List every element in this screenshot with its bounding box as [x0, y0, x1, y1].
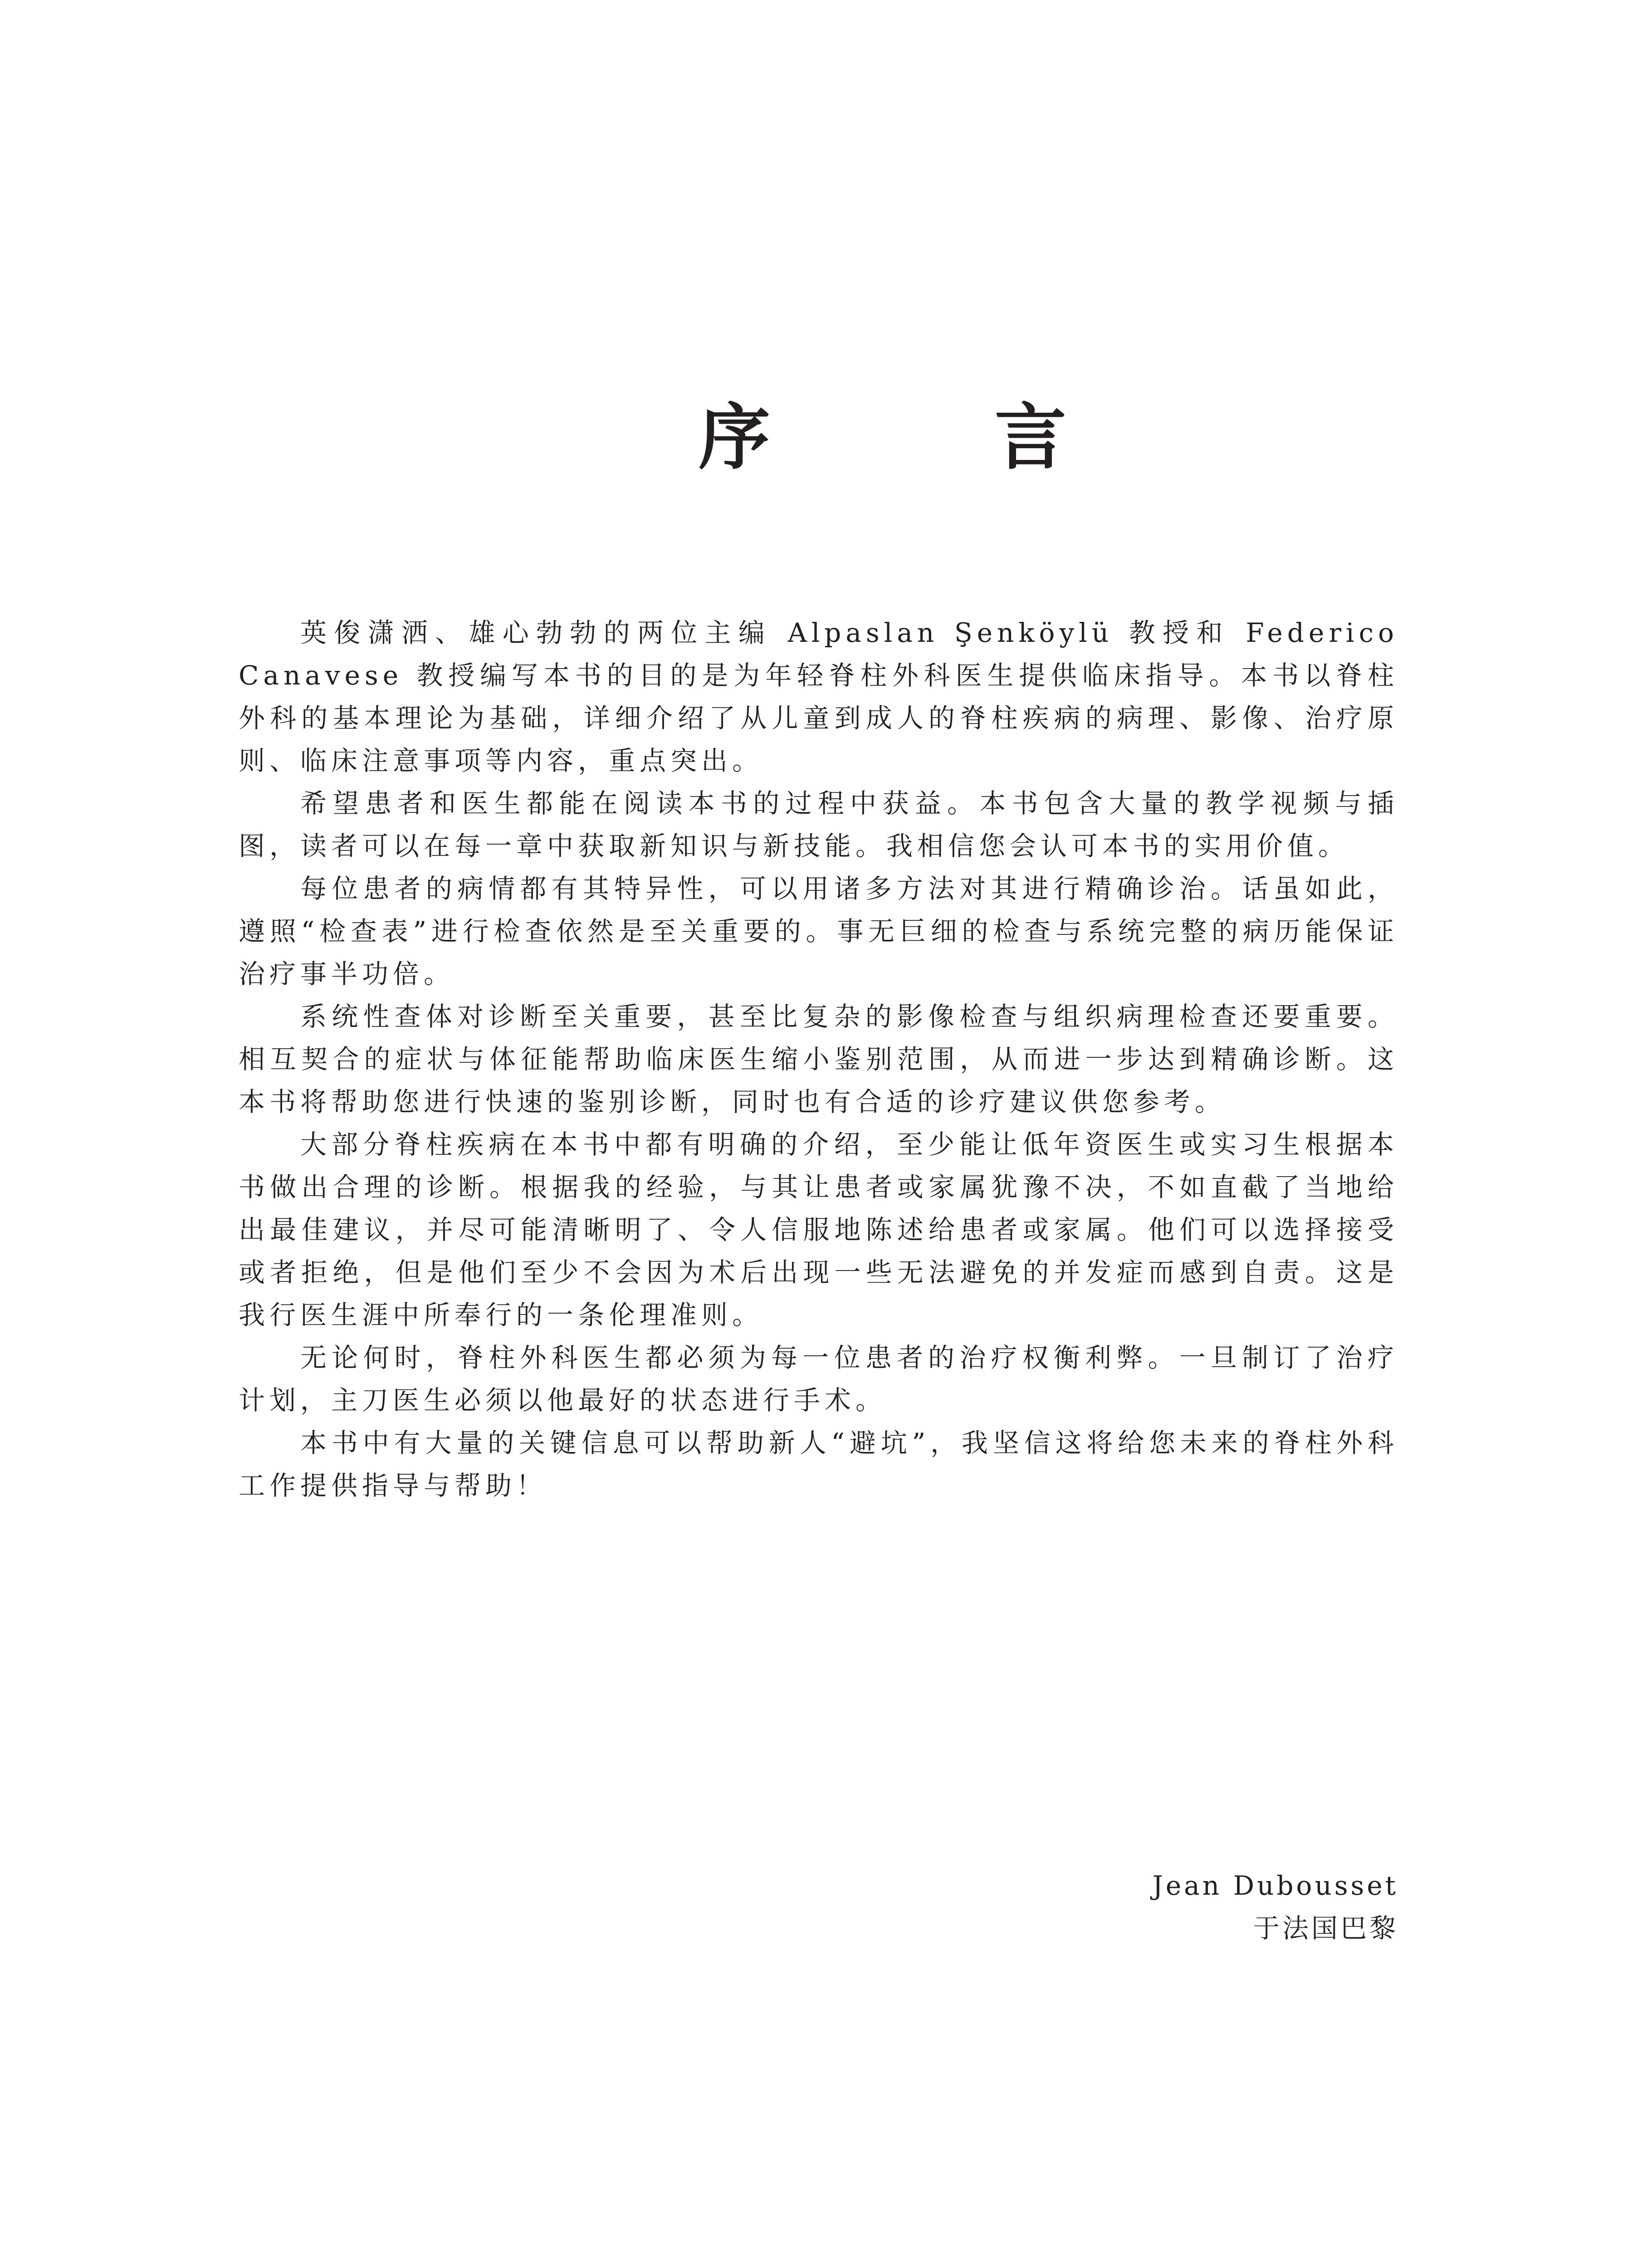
paragraph-2: 希望患者和医生都能在阅读本书的过程中获益。本书包含大量的教学视频与插图，读者可以在每一章中获取新知识与新技能。我相信您会认可本书的实用价值。 — [239, 788, 1398, 861]
page-title: 序 言 — [699, 396, 1167, 479]
author-name: Jean Dubousset — [1152, 1870, 1398, 1901]
paragraph-4: 系统性查体对诊断至关重要，甚至比复杂的影像检查与组织病理检查还要重要。相互契合的症状与体征能帮助临床医生缩小鉴别范围，从而进一步达到精确诊断。这本书将帮助您进行快速的鉴别诊断，同时也有合适的诊疗建议供您参考。 — [239, 1001, 1398, 1117]
paragraph-6: 无论何时，脊柱外科医生都必须为每一位患者的治疗权衡利弊。一旦制订了治疗计划，主刀医生必须以他最好的状态进行手术。 — [239, 1342, 1398, 1416]
paragraph-3: 每位患者的病情都有其特异性，可以用诸多方法对其进行精确诊治。话虽如此，遵照“检查表”进行检查依然是至关重要的。事无巨细的检查与系统完整的病历能保证治疗事半功倍。 — [239, 873, 1398, 989]
paragraph-1: 英俊潇洒、雄心勃勃的两位主编 Alpaslan Şenköylü 教授和 Federico Canavese 教授编写本书的目的是为年轻脊柱外科医生提供临床指导。本书以脊柱外科的基本理论为基础，详细介绍了从儿童到成人的脊柱疾病的病理、影像、治疗原则、临床注意事项等内容，重点突出。 — [239, 617, 1398, 776]
preface-body — [239, 611, 1398, 1507]
paragraph-5: 大部分脊柱疾病在本书中都有明确的介绍，至少能让低年资医生或实习生根据本书做出合理的诊断。根据我的经验，与其让患者或家属犹豫不决，不如直截了当地给出最佳建议，并尽可能清晰明了、令人信服地陈述给患者或家属。他们可以选择接受或者拒绝，但是他们至少不会因为术后出现一些无法避免的并发症而感到自责。这是我行医生涯中所奉行的一条伦理准则。 — [239, 1129, 1398, 1330]
paragraph-7: 本书中有大量的关键信息可以帮助新人“避坑”，我坚信这将给您未来的脊柱外科工作提供指导与帮助！ — [239, 1427, 1398, 1501]
signature-block — [1153, 1864, 1398, 1950]
author-location: 于法国巴黎 — [1253, 1913, 1398, 1944]
